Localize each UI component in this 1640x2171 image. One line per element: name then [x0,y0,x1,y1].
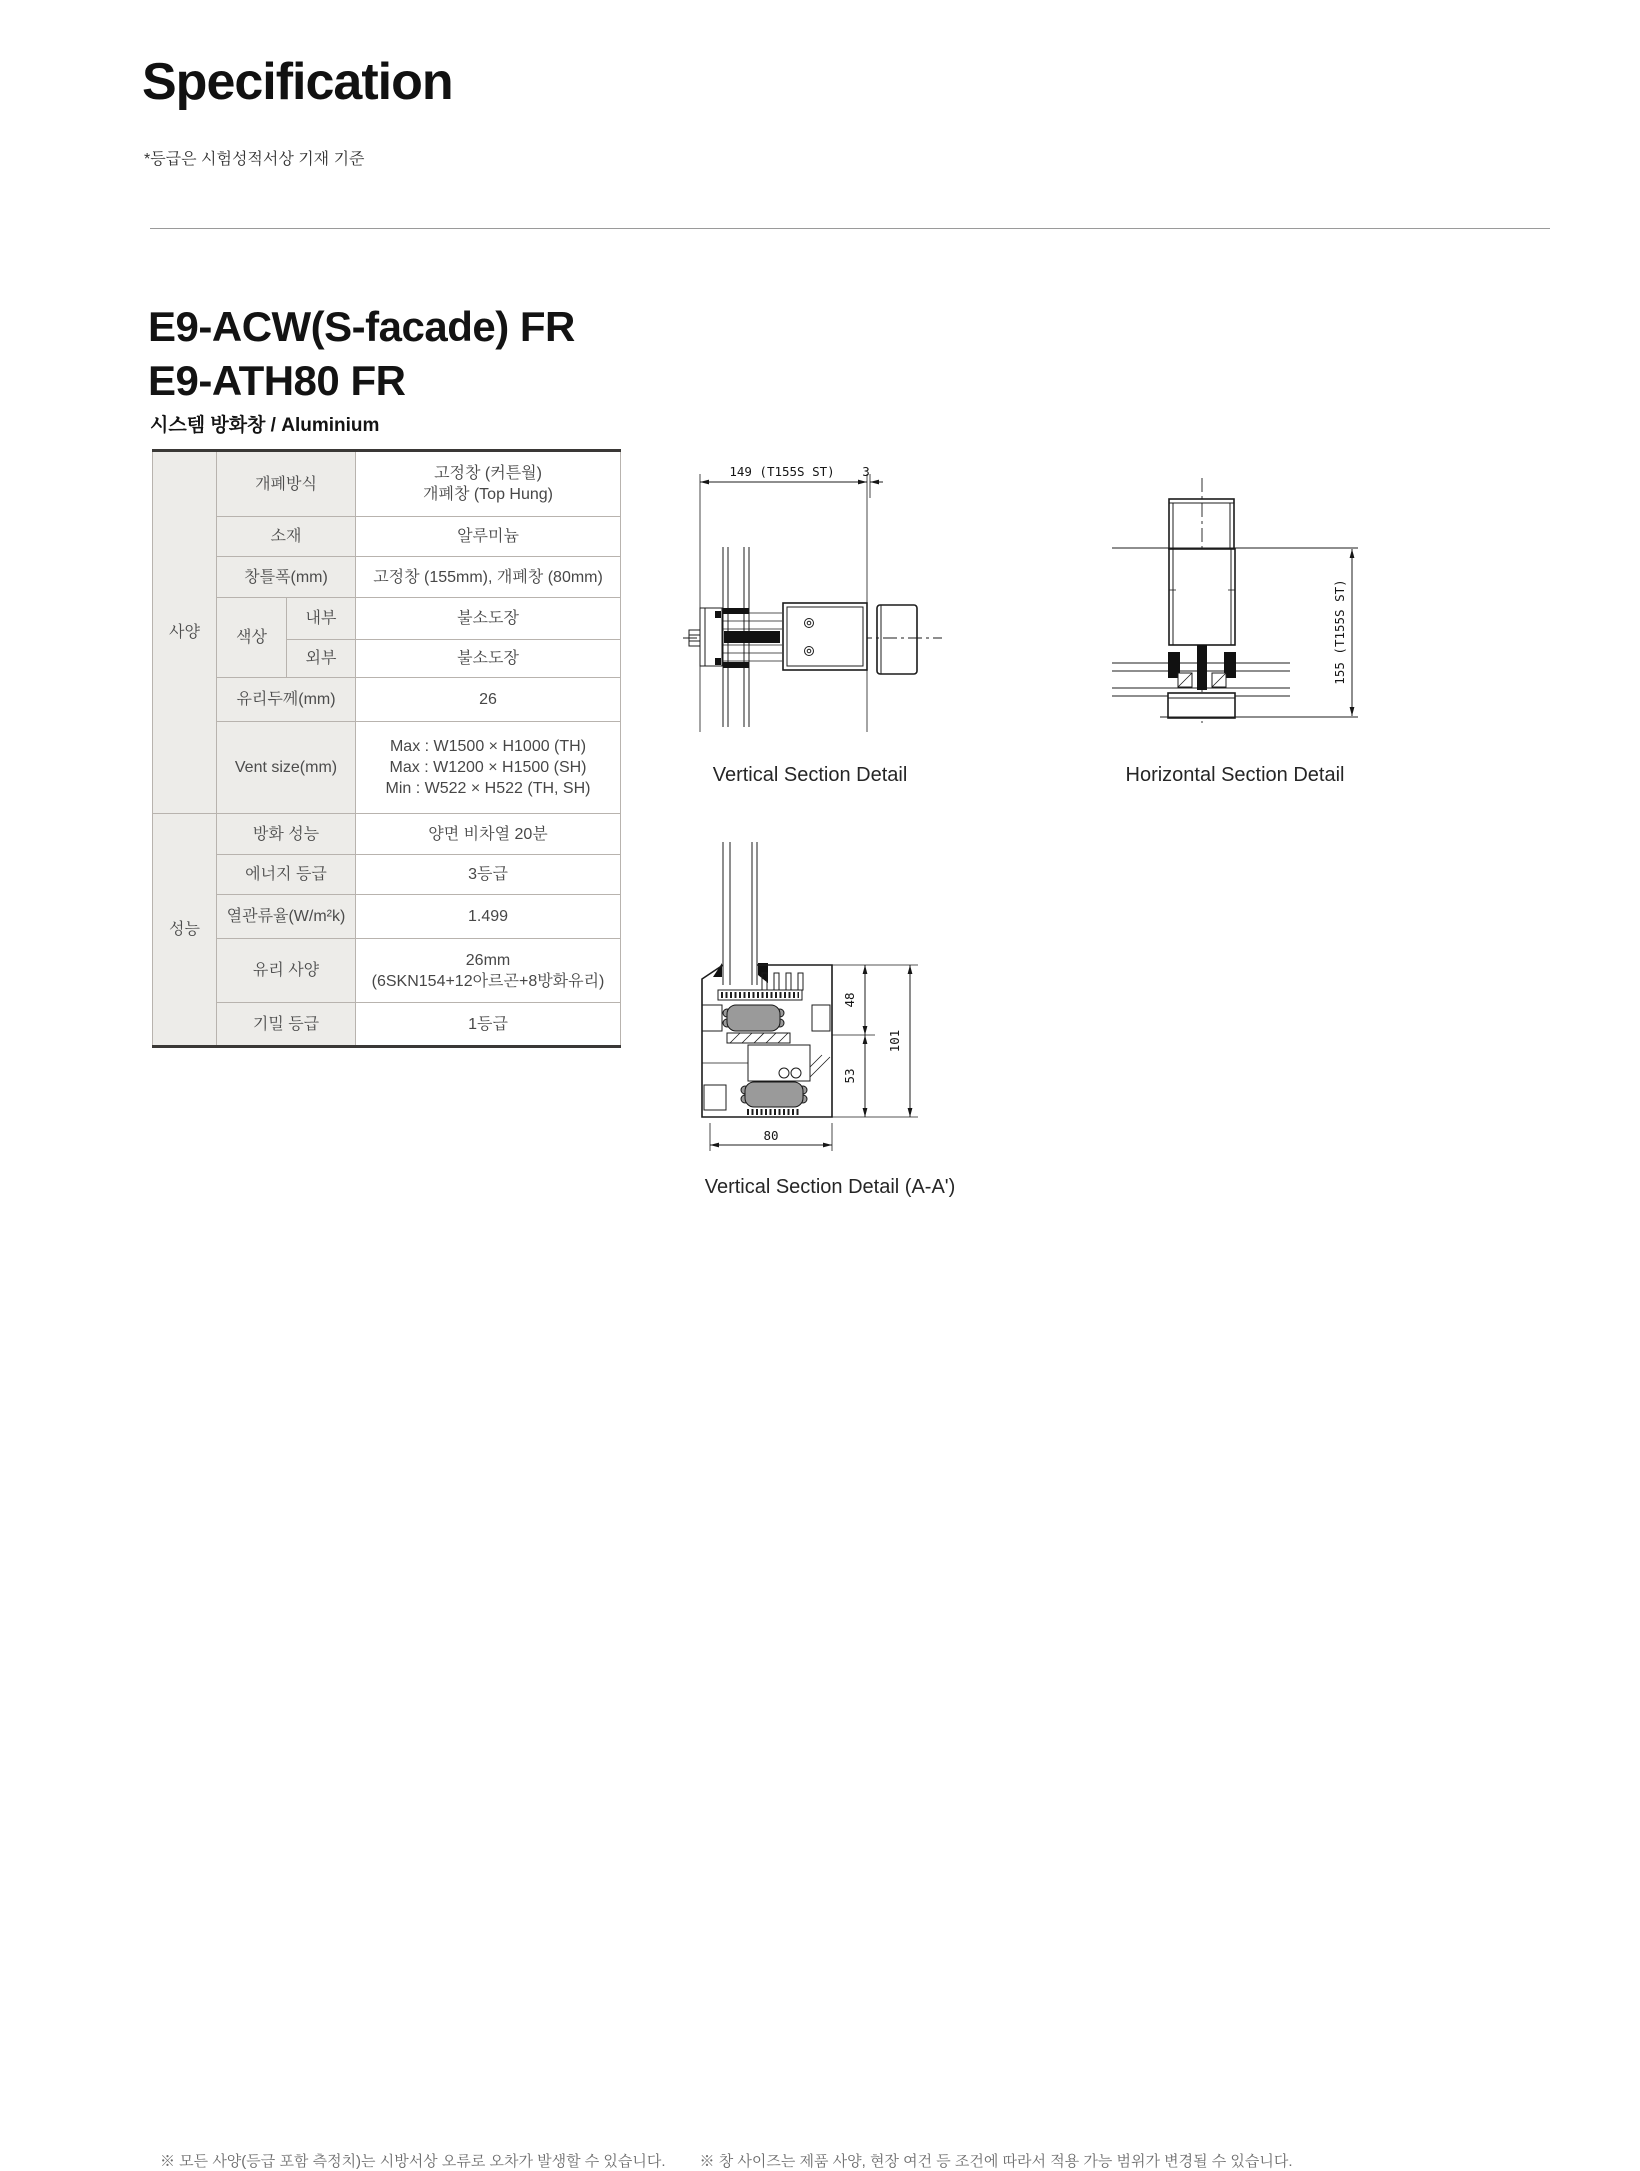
table-row [153,814,621,855]
mullion-cap [1169,499,1234,549]
label-material: 소재 [217,517,356,557]
table-row [153,451,621,517]
label-glass-spec: 유리 사양 [217,939,356,1003]
product-model-line2: E9-ATH80 FR [148,357,406,404]
group-cell-spec: 사양 [153,451,217,814]
dim-label-53: 53 [842,1068,857,1084]
horizontal-section-drawing [1100,462,1380,742]
table-row [153,895,621,939]
glass-pane-lines [713,842,768,985]
vertical-section-aa-caption: Vertical Section Detail (A-A') [704,1176,956,1198]
vertical-section-drawing [670,450,970,750]
label-color-inner: 내부 [287,598,356,640]
product-model [148,300,575,408]
label-vent-size: Vent size(mm) [217,722,356,814]
table-row [153,517,621,557]
dimension-149 [700,464,883,732]
thermal-break-upper [723,1005,784,1031]
label-color-outer: 외부 [287,640,356,678]
label-fire-performance: 방화 성능 [217,814,356,855]
dim-label-48: 48 [842,992,857,1008]
dim-label-101: 101 [887,1029,902,1053]
horizontal-section-caption: Horizontal Section Detail [1125,764,1345,786]
dim-label-155: 155 (T155S ST) [1332,579,1347,685]
product-subtitle: 시스템 방화창 / Aluminium [150,415,380,436]
label-open-method: 개폐방식 [217,451,356,517]
product-model-line1: E9-ACW(S-facade) FR [148,303,575,350]
dimension-80 [710,1123,832,1151]
value-line: (6SKN154+12아르곤+8방화유리) [371,972,605,990]
table-row [153,557,621,598]
value-energy-grade: 3등급 [356,855,621,895]
value-line: 고정창 (커튼월) [434,465,542,482]
value-airtight-grade: 1등급 [356,1003,621,1047]
value-frame-width: 고정창 (155mm), 개폐창 (80mm) [356,557,621,598]
table-row [153,722,621,814]
gaskets-and-spacers [1168,645,1236,690]
mullion-body [1169,549,1235,645]
label-energy-grade: 에너지 등급 [217,855,356,895]
dim-label-80: 80 [763,1128,779,1143]
value-line: Min : W522 × H522 (TH, SH) [385,780,591,797]
header-divider [150,228,1550,229]
dimension-48-53-101 [832,965,918,1117]
label-color: 색상 [217,598,287,678]
label-u-value: 열관류율(W/m²k) [217,895,356,939]
value-line: 개폐창 (Top Hung) [423,486,553,503]
value-color-inner: 불소도장 [356,598,621,640]
value-open-method [356,451,621,517]
dim-label-149: 149 (T155S ST) [729,464,835,479]
footnote-part2: ※ 창 사이즈는 제품 사양, 현장 여건 등 조건에 따라서 적용 가능 범위가 변경될 수 있습니다. [699,2153,1293,2170]
vertical-section-caption: Vertical Section Detail [712,764,908,786]
group-cell-performance: 성능 [153,814,217,1047]
dim-label-3: 3 [862,464,870,479]
value-glass-thickness: 26 [356,678,621,722]
page-note: *등급은 시험성적서상 기재 기준 [144,151,365,168]
value-glass-spec [356,939,621,1003]
spec-table [152,449,621,1048]
mullion-profile [689,603,867,670]
thermal-break-lower [741,1082,807,1107]
value-material: 알루미늄 [356,517,621,557]
steel-tube-profile [877,605,917,674]
value-line: Max : W1200 × H1500 (SH) [389,759,587,776]
sash-profile [702,965,832,1117]
label-glass-thickness: 유리두께(mm) [217,678,356,722]
vertical-section-aa-drawing [690,833,930,1168]
page-title: Specification [142,53,453,111]
table-row [153,939,621,1003]
table-row [153,598,621,640]
table-row [153,855,621,895]
value-line: 26mm [465,951,511,969]
label-airtight-grade: 기밀 등급 [217,1003,356,1047]
value-u-value: 1.499 [356,895,621,939]
table-row [153,678,621,722]
value-line: Max : W1500 × H1000 (TH) [389,738,587,755]
footnote [160,2150,1520,2171]
dimension-155 [1332,549,1354,716]
footnote-part1: ※ 모든 사양(등급 포함 측정치)는 시방서상 오류로 오차가 발생할 수 있습니다. [160,2153,666,2170]
table-row [153,1003,621,1047]
value-vent-size [356,722,621,814]
interior-cover [1168,693,1235,718]
value-fire-performance: 양면 비차열 20분 [356,814,621,855]
value-color-outer: 불소도장 [356,640,621,678]
label-frame-width: 창틀폭(mm) [217,557,356,598]
